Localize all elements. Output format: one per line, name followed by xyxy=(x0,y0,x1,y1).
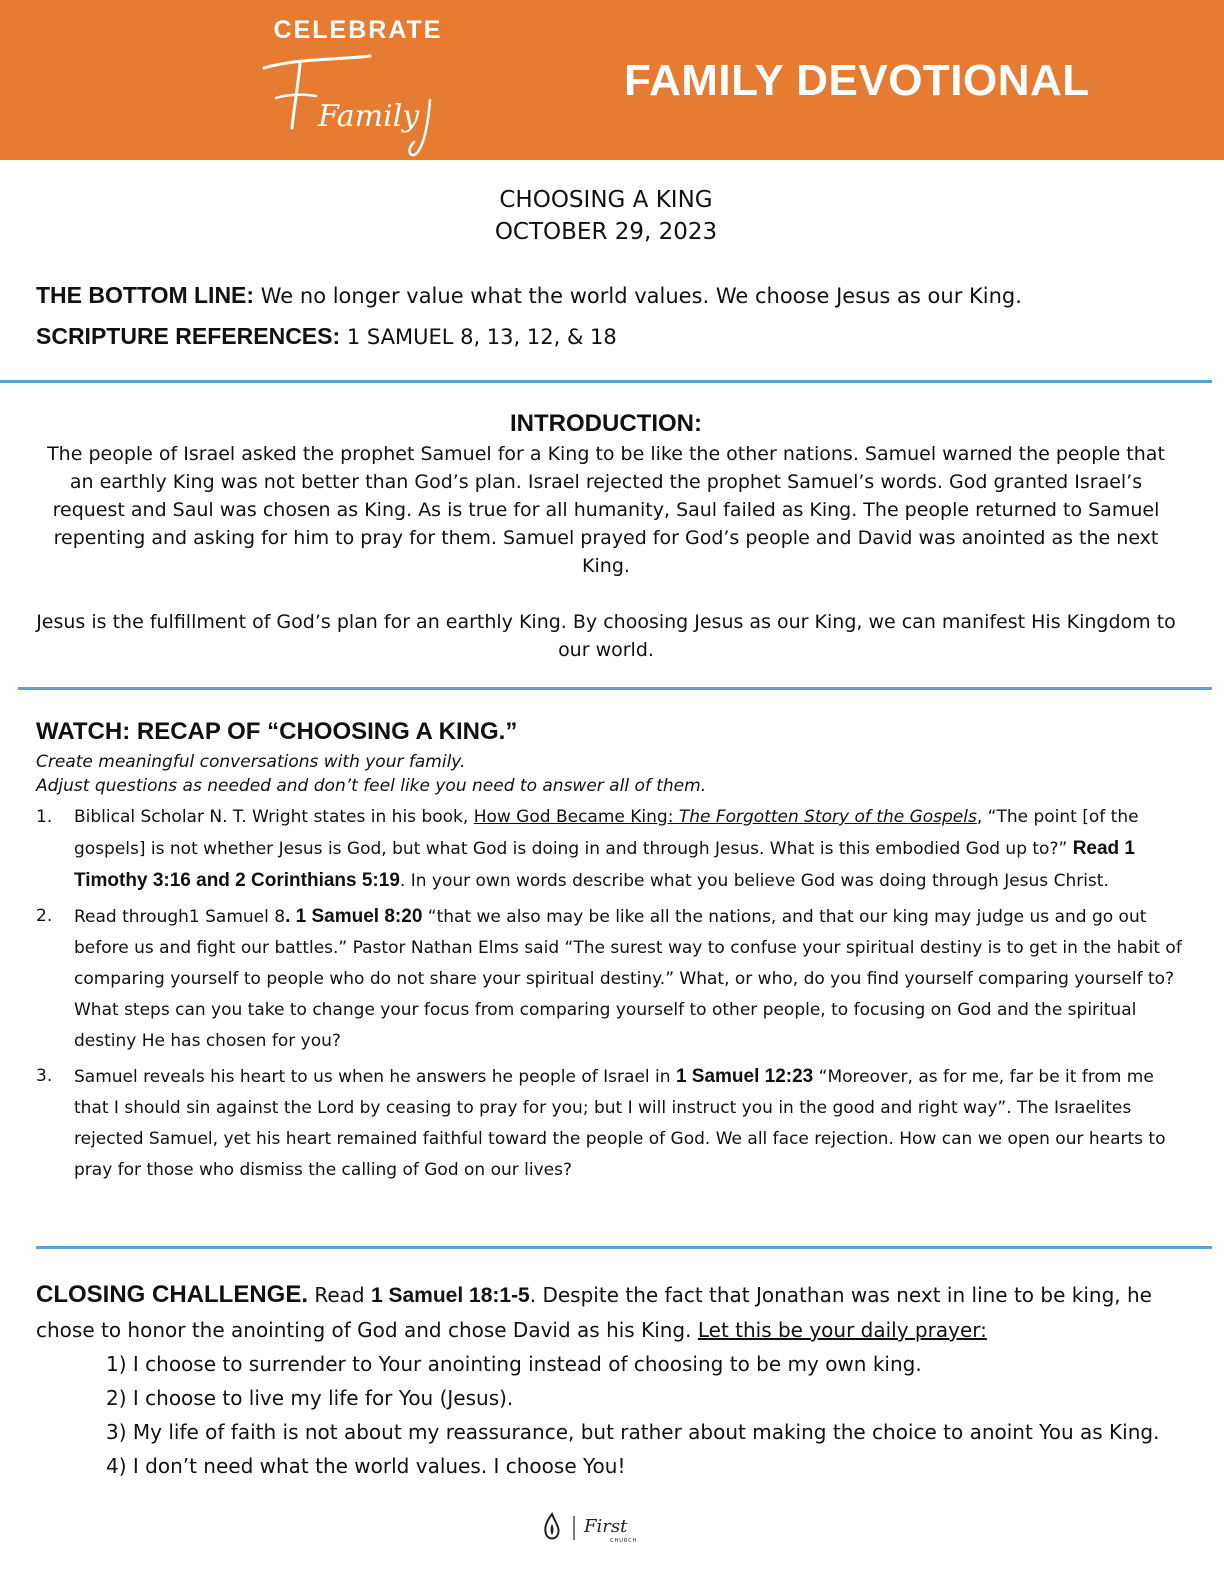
question-text: Samuel reveals his heart to us when he answers he people of Israel in xyxy=(74,1067,676,1087)
introduction-paragraph-2: Jesus is the fulfillment of God’s plan for an earthly King. By choosing Jesus as our King, we can manifest His Kingdom to our world. xyxy=(36,611,1176,661)
question-text: Biblical Scholar N. T. Wright states in his book, xyxy=(74,807,474,827)
scripture-label: SCRIPTURE REFERENCES: xyxy=(36,323,341,349)
watch-heading: WATCH: RECAP OF “CHOOSING A KING.” xyxy=(36,718,518,745)
introduction-heading: INTRODUCTION: xyxy=(510,410,702,437)
daily-prayer-label: Let this be your daily prayer: xyxy=(697,1318,987,1342)
question-text: Read through1 Samuel 8 xyxy=(74,907,286,927)
family-script-logo xyxy=(258,46,458,158)
prayer-item: 2) I choose to live my life for You (Jesus). xyxy=(106,1386,514,1410)
lesson-title-block xyxy=(0,184,1212,248)
scripture-references xyxy=(36,323,617,350)
scripture-reference: . 1 Samuel 8:20 xyxy=(285,906,423,927)
prayer-item: 3) My life of faith is not about my reassurance, but rather about making the choice to anoint You as King. xyxy=(106,1420,1160,1444)
book-title xyxy=(474,807,977,827)
header-title: FAMILY DEVOTIONAL xyxy=(624,56,1090,105)
bottom-line xyxy=(36,282,1022,309)
question-item xyxy=(36,802,1186,897)
closing-challenge-section xyxy=(36,1278,1186,1483)
scripture-text: 1 SAMUEL 8, 13, 12, & 18 xyxy=(346,325,617,349)
introduction-paragraph: The people of Israel asked the prophet Samuel for a King to be like the other nations. Samuel warned the people that an earthly King was not better than God’s plan. Israel rejected the prophet Samuel’s words. God granted Israel’s request and Saul was chosen as King. As is true for all humanity, Saul failed as King. The people returned to Samuel repenting and asking for him to pray for them. Samuel prayed for God’s people and David was anointed as the next King. xyxy=(47,443,1165,577)
watch-subtitle-2: Adjust questions as needed and don’t feel like you need to answer all of them. xyxy=(36,776,707,796)
section-divider xyxy=(18,687,1212,690)
introduction-section xyxy=(36,408,1176,664)
header-banner xyxy=(0,0,1224,160)
lesson-date: OCTOBER 29, 2023 xyxy=(494,219,718,245)
logo-script-text: Family xyxy=(318,99,420,134)
section-divider xyxy=(0,380,1212,383)
logo-celebrate-text: CELEBRATE xyxy=(273,16,443,44)
question-item xyxy=(36,1061,1186,1186)
watch-section xyxy=(36,714,1186,1186)
lesson-title: CHOOSING A KING xyxy=(499,187,713,213)
prayer-list xyxy=(36,1347,1186,1483)
question-text: , “The point [of the gospels] is not whether Jesus is God, but what God is doing in and through Jesus. What is this embodied God up to?” xyxy=(74,807,1139,859)
question-text: . In your own words describe what you believe God was doing through Jesus Christ. xyxy=(399,871,1109,891)
closing-label: CLOSING CHALLENGE. xyxy=(36,1281,309,1308)
scripture-reference: 1 Samuel 12:23 xyxy=(675,1066,814,1087)
prayer-item: 1) I choose to surrender to Your anointing instead of choosing to be my own king. xyxy=(106,1352,922,1376)
question-number: 2. xyxy=(36,906,53,926)
bottom-line-label: THE BOTTOM LINE: xyxy=(36,282,255,308)
book-title-main: How God Became King: xyxy=(473,807,679,827)
book-subtitle: The Forgotten Story of the Gospels xyxy=(678,807,977,827)
prayer-item: 4) I don’t need what the world values. I choose You! xyxy=(106,1454,626,1478)
section-divider xyxy=(36,1246,1212,1249)
closing-paragraph xyxy=(36,1278,1186,1347)
question-text: “that we also may be like all the nations, and that our king may judge us and go out before us and fight our battles.” Pastor Nathan Elms said “The surest way to confuse your spiritual destiny is to get in the habit of comparing yourself to people who do not share your spiritual destiny.” What, or who, do you find yourself comparing yourself to? What steps can you take to change your focus from comparing yourself to other people, to focusing on God and the spiritual destiny He has chosen for you? xyxy=(74,907,1182,1051)
question-number: 1. xyxy=(36,807,53,827)
question-number: 3. xyxy=(36,1066,53,1086)
closing-text: Read xyxy=(308,1283,371,1307)
scripture-reference: 1 Samuel 18:1-5 xyxy=(370,1284,530,1307)
question-item xyxy=(36,901,1186,1057)
first-church-logo xyxy=(536,1508,676,1548)
scripture-reference: Read 1 Timothy 3:16 and 2 Corinthians 5:19 xyxy=(74,838,1135,891)
watch-subtitle: Create meaningful conversations with your family. xyxy=(36,752,466,772)
logo-sub: CHURCH xyxy=(610,1538,638,1544)
question-text: “Moreover, as for me, far be it from me that I should sin against the Lord by ceasing to pray for you; but I will instruct you in the good and right way”. The Israelites rejected Samuel, yet his heart remained faithful toward the people of God. We all face rejection. How can we open our hearts to pray for those who dismiss the calling of God on our lives? xyxy=(74,1067,1166,1180)
logo-word: First xyxy=(584,1516,628,1537)
closing-text: . Despite the fact that Jonathan was next in line to be king, he chose to honor the anointing of God and chose David as his King. xyxy=(36,1283,1152,1342)
bottom-line-text: We no longer value what the world values. We choose Jesus as our King. xyxy=(260,284,1022,308)
